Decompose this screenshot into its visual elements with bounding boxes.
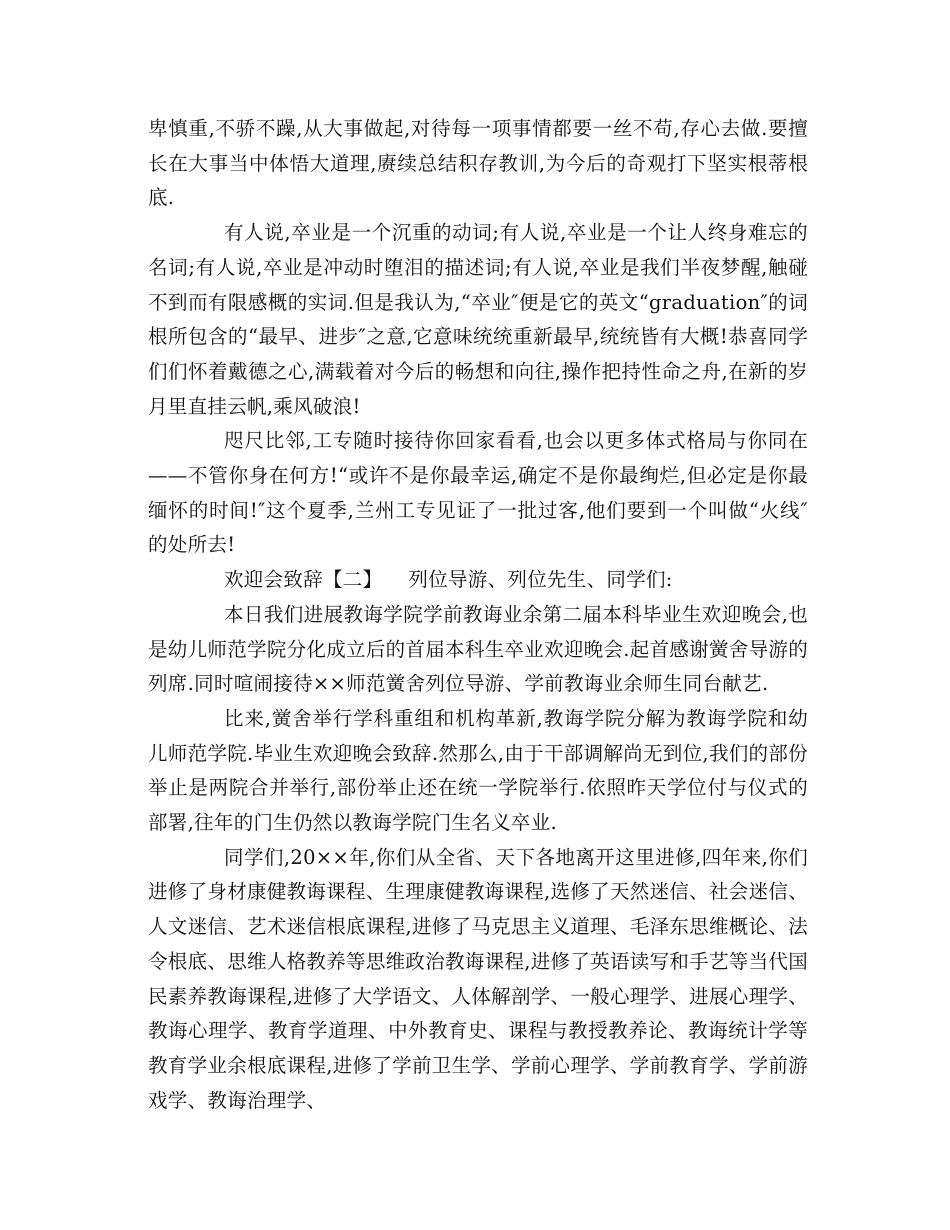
paragraph-5: 本日我们进展教诲学院学前教诲业余第二届本科毕业生欢迎晚会,也是幼儿师范学院分化成立后的首届本科生卒业欢迎晚会.起首感谢黉舍导游的列席.同时喧闹接待××师范黉舍列位导游、学前教诲业余师生同台献艺. <box>148 602 808 696</box>
paragraph-2: 有人说,卒业是一个沉重的动词;有人说,卒业是一个让人终身难忘的名词;有人说,卒业是冲动时堕泪的描述词;有人说,卒业是我们半夜梦醒,触碰不到而有限感概的实词.但是我认为,“卒业″便是它的英文“graduation″的词根所包含的“最早、进步″之意,它意味统统重新最早,统统皆有大概!恭喜同学们们怀着戴德之心,满载着对今后的畅想和向往,操作把持性命之舟,在新的岁月里直挂云帆,乘风破浪! <box>148 221 808 418</box>
paragraph-6: 比来,黉舍举行学科重组和机构革新,教诲学院分解为教诲学院和幼儿师范学院.毕业生欢迎晚会致辞.然那么,由于干部调解尚无到位,我们的部份举止是两院合并举行,部份举止还在统一学院举行.依照昨天学位付与仪式的部署,往年的门生仍然以教诲学院门生名义卒业. <box>148 706 808 835</box>
paragraph-1: 卑慎重,不骄不躁,从大事做起,对待每一项事情都要一丝不苟,存心去做.要擅长在大事当中体悟大道理,赓续总结积存教训,为今后的奇观打下坚实根蒂根底. <box>148 117 808 210</box>
section-heading-paragraph: 欢迎会致辞【二】 列位导游、列位先生、同学们: <box>224 568 673 592</box>
paragraph-7: 同学们,20××年,你们从全省、天下各地离开这里进修,四年来,你们进修了身材康健教诲课程、生理康健教诲课程,选修了天然迷信、社会迷信、人文迷信、艺术迷信根底课程,进修了马克思主义道理、毛泽东思维概论、法令根底、思维人格教养等思维政治教诲课程,进修了英语读写和手艺等当代国民素养教诲课程,进修了大学语文、人体解剖学、一般心理学、进展心理学、教诲心理学、教育学道理、中外教育史、课程与教授教养论、教诲统计学等教育学业余根底课程,进修了学前卫生学、学前心理学、学前教育学、学前游戏学、教诲治理学、 <box>148 845 808 1112</box>
document-page <box>148 112 808 1118</box>
paragraph-3: 咫尺比邻,工专随时接待你回家看看,也会以更多体式格局与你同在——不管你身在何方!“或许不是你最幸运,确定不是你最绚烂,但必定是你最缅怀的时间!″这个夏季,兰州工专见证了一批过客,他们要到一个叫做“火线″的处所去! <box>148 429 808 557</box>
